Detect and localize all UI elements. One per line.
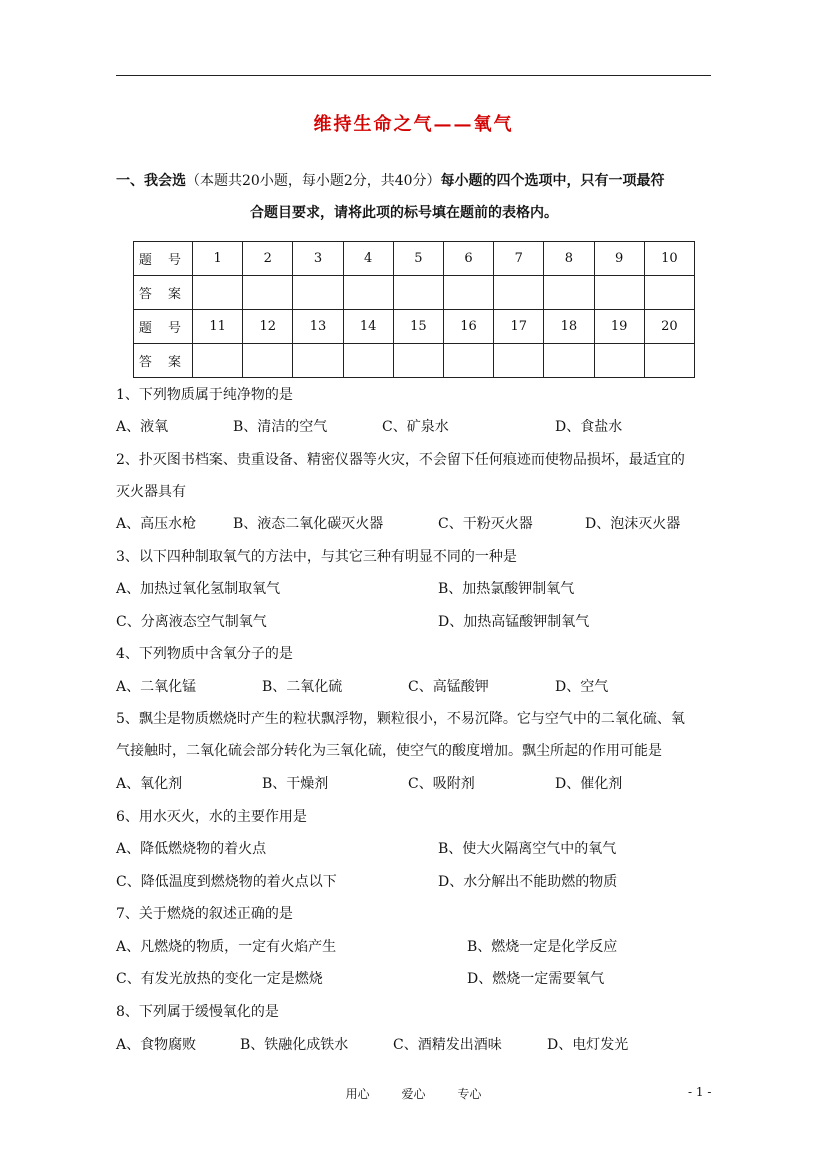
option-b: B、加热氯酸钾制氧气 [438,581,575,597]
row-label-number: 题 号 [134,310,193,344]
section-heading-line2: 合题目要求，请将此项的标号填在题前的表格内。 [250,205,558,221]
question-number-cell: 3 [293,242,343,276]
page-number: - 1 - [688,1085,712,1099]
option-a: A、食物腐败 [116,1037,197,1053]
question-stem: 6、用水灭火，水的主要作用是 [116,809,307,825]
answer-cell[interactable] [293,276,343,310]
option-a: A、氧化剂 [116,776,183,792]
option-c: C、干粉灭火器 [438,516,533,532]
header-rule [116,75,711,76]
answer-cell[interactable] [193,276,243,310]
question-number-cell: 10 [644,242,694,276]
row-label-number: 题 号 [134,242,193,276]
answer-cell[interactable] [494,276,544,310]
section-heading-note: （本题共20小题，每小题2分，共40分） [186,173,441,189]
section-heading-instruction: 每小题的四个选项中，只有一项最符 [440,173,665,189]
question-number-cell: 13 [293,310,343,344]
question-stem: 1、下列物质属于纯净物的是 [116,387,293,403]
option-d: D、电灯发光 [547,1037,629,1053]
option-b: B、使大火隔离空气中的氧气 [438,841,617,857]
question-number-cell: 12 [243,310,293,344]
option-d: D、泡沫灭火器 [585,516,681,532]
answer-cell[interactable] [544,344,594,378]
answer-cell[interactable] [393,276,443,310]
option-d: D、空气 [555,679,609,695]
option-b: B、干燥剂 [262,776,329,792]
question-number-cell: 11 [193,310,243,344]
question-stem: 4、下列物质中含氧分子的是 [116,646,293,662]
footer-word: 专心 [457,1087,482,1101]
answer-cell[interactable] [644,344,694,378]
question-number-cell: 16 [443,310,493,344]
option-b: B、燃烧一定是化学反应 [467,939,618,955]
answer-cell[interactable] [644,276,694,310]
answer-cell[interactable] [343,344,393,378]
option-a: A、二氧化锰 [116,679,197,695]
answer-grid [133,241,695,378]
option-b: B、液态二氧化碳灭火器 [233,516,384,532]
footer-word: 爱心 [401,1087,426,1101]
table-row [134,310,695,344]
answer-cell[interactable] [243,344,293,378]
answer-cell[interactable] [594,276,644,310]
option-a: A、加热过氧化氢制取氧气 [116,581,281,597]
table-row [134,344,695,378]
option-a: A、凡燃烧的物质，一定有火焰产生 [116,939,337,955]
question-stem: 5、飘尘是物质燃烧时产生的粒状飘浮物，颗粒很小，不易沉降。它与空气中的二氧化硫、氧 [116,711,685,727]
section-heading-lead: 一、我会选 [116,173,186,189]
option-d: D、催化剂 [555,776,623,792]
option-c: C、酒精发出酒味 [393,1037,502,1053]
question-number-cell: 5 [393,242,443,276]
question-number-cell: 19 [594,310,644,344]
row-label-answer: 答 案 [134,276,193,310]
question-stem-continued: 气接触时，二氧化硫会部分转化为三氧化硫，使空气的酸度增加。飘尘所起的作用可能是 [116,743,662,759]
question-stem: 8、下列属于缓慢氧化的是 [116,1004,279,1020]
option-b: B、清洁的空气 [233,419,328,435]
table-row [134,276,695,310]
question-number-cell: 18 [544,310,594,344]
answer-cell[interactable] [594,344,644,378]
option-a: A、降低燃烧物的着火点 [116,841,267,857]
option-c: C、高锰酸钾 [408,679,489,695]
option-d: D、加热高锰酸钾制氧气 [438,614,590,630]
footer-word: 用心 [345,1087,370,1101]
question-number-cell: 14 [343,310,393,344]
answer-cell[interactable] [243,276,293,310]
answer-cell[interactable] [343,276,393,310]
row-label-answer: 答 案 [134,344,193,378]
question-number-cell: 17 [494,310,544,344]
question-stem: 2、扑灭图书档案、贵重设备、精密仪器等火灾，不会留下任何痕迹而使物品损坏，最适宜的 [116,452,685,468]
answer-cell[interactable] [443,276,493,310]
option-d: D、水分解出不能助燃的物质 [438,874,618,890]
question-number-cell: 20 [644,310,694,344]
question-number-cell: 7 [494,242,544,276]
question-number-cell: 8 [544,242,594,276]
question-number-cell: 15 [393,310,443,344]
answer-cell[interactable] [393,344,443,378]
answer-cell[interactable] [443,344,493,378]
section-heading [116,171,716,191]
option-b: B、铁融化成铁水 [240,1037,349,1053]
answer-cell[interactable] [544,276,594,310]
question-number-cell: 2 [243,242,293,276]
question-stem-continued: 灭火器具有 [116,484,186,500]
option-d: D、燃烧一定需要氧气 [467,971,605,987]
question-number-cell: 1 [193,242,243,276]
question-stem: 7、关于燃烧的叙述正确的是 [116,906,293,922]
option-c: C、吸附剂 [408,776,475,792]
answer-cell[interactable] [293,344,343,378]
option-a: A、液氧 [116,419,169,435]
option-c: C、矿泉水 [382,419,449,435]
option-c: C、分离液态空气制氧气 [116,614,267,630]
question-number-cell: 4 [343,242,393,276]
table-row [134,242,695,276]
option-c: C、降低温度到燃烧物的着火点以下 [116,874,337,890]
option-d: D、食盐水 [555,419,623,435]
page-title: 维持生命之气——氧气 [313,114,514,135]
option-b: B、二氧化硫 [262,679,343,695]
answer-cell[interactable] [193,344,243,378]
question-number-cell: 6 [443,242,493,276]
question-number-cell: 9 [594,242,644,276]
answer-cell[interactable] [494,344,544,378]
question-stem: 3、以下四种制取氧气的方法中，与其它三种有明显不同的一种是 [116,549,517,565]
option-a: A、高压水枪 [116,516,197,532]
option-c: C、有发光放热的变化一定是燃烧 [116,971,323,987]
